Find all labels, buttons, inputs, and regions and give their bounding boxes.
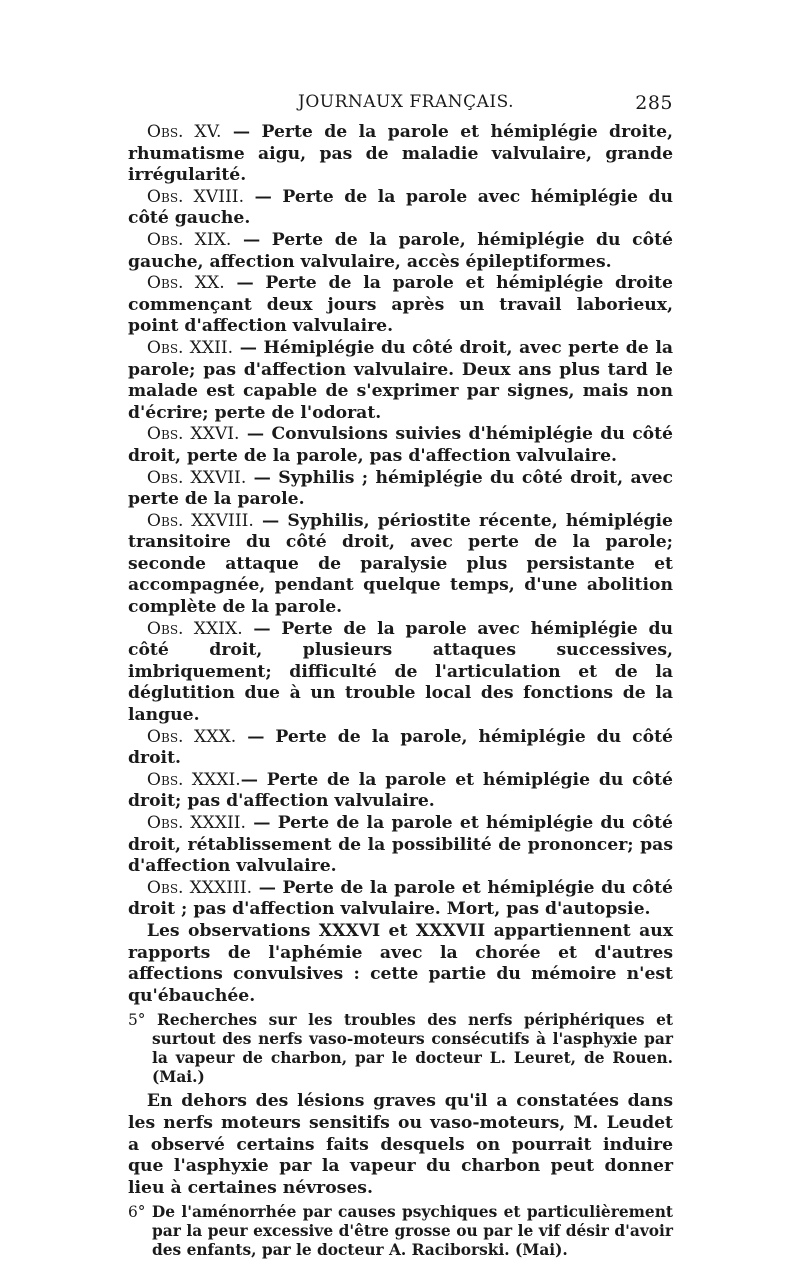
observation-text: — Syphilis, périostite récente, hémiplégie transitoire du côté droit, avec perte de la parole; seconde attaque de paralysie plus persistante et accompagnée, pendant quelque temps, d'une abolition complète de la parole. bbox=[128, 510, 673, 618]
observation-paragraph bbox=[128, 619, 673, 727]
observation-label: Obs. XV. bbox=[146, 122, 222, 142]
note-text: Recherches sur les troubles des nerfs périphériques et surtout des nerfs vaso-moteurs consécutifs à l'asphyxie par la vapeur de charbon, par le docteur L. Leuret, de Rouen. (Mai.) bbox=[145, 1011, 673, 1087]
observation-paragraph bbox=[128, 813, 673, 878]
note-number: 5° bbox=[128, 1011, 146, 1030]
document-page bbox=[128, 92, 673, 1264]
observation-label: Obs. XXXI. bbox=[146, 769, 241, 790]
observation-label: Obs. XVIII. bbox=[146, 186, 245, 207]
observation-text: — Perte de la parole et hémiplégie droite, rhumatisme aigu, pas de maladie valvulaire, grande irrégularité. bbox=[128, 122, 673, 186]
observation-label: Obs. XXXIII. bbox=[146, 877, 253, 898]
observation-text: — Perte de la parole, hémiplégie du côté droit. bbox=[128, 726, 673, 769]
paragraph-leudet: En dehors des lésions graves qu'il a constatées dans les nerfs moteurs sensitifs ou vaso-moteurs, M. Leudet a observé certains faits desquels on pourrait induire que l'asphyxie par la vapeur du charbon peut donner lieu à certaines névroses. bbox=[128, 1091, 673, 1198]
observation-label: Obs. XXII. bbox=[146, 337, 234, 358]
observation-text: — Perte de la parole et hémiplégie du côté droit ; pas d'affection valvulaire. Mort, pas d'autopsie. bbox=[128, 877, 673, 920]
observation-text: — Perte de la parole et hémiplégie du côté droit, rétablissement de la possibilité de prononcer; pas d'affection valvulaire. bbox=[128, 813, 673, 877]
observation-paragraph bbox=[128, 122, 673, 187]
observation-paragraph bbox=[128, 878, 673, 921]
observation-label: Obs. XIX. bbox=[146, 229, 232, 250]
page-header bbox=[128, 92, 673, 122]
observation-paragraph bbox=[128, 187, 673, 230]
body-text bbox=[128, 122, 673, 1260]
observation-text: — Perte de la parole avec hémiplégie du côté droit, plusieurs attaques successives, imbriquement; difficulté de l'articulation et de la déglutition due à un trouble local des fonctions de la langue. bbox=[128, 618, 673, 726]
observation-text: — Convulsions suivies d'hémiplégie du côté droit, perte de la parole, pas d'affection valvulaire. bbox=[128, 424, 673, 466]
observation-label: Obs. XXVIII. bbox=[146, 510, 254, 531]
observation-text: — Perte de la parole et hémiplégie du côté droit; pas d'affection valvulaire. bbox=[128, 769, 673, 812]
observation-text: — Perte de la parole, hémiplégie du côté gauche, affection valvulaire, accès épileptiformes. bbox=[128, 229, 673, 272]
observation-label: Obs. XX. bbox=[146, 273, 225, 294]
observation-label: Obs. XXX. bbox=[146, 726, 237, 747]
observation-text: — Syphilis ; hémiplégie du côté droit, avec perte de la parole. bbox=[128, 467, 673, 510]
observation-paragraph bbox=[128, 511, 673, 619]
observation-label: Obs. XXVI. bbox=[146, 424, 240, 445]
observation-label: Obs. XXXII. bbox=[146, 813, 246, 833]
note-text: De l'aménorrhée par causes psychiques et particulièrement par la peur excessive d'être grosse ou par le vif désir d'avoir des enfants, par le docteur A. Raciborski. (Mai). bbox=[145, 1203, 673, 1260]
observation-text: — Perte de la parole avec hémiplégie du côté gauche. bbox=[128, 186, 673, 229]
observation-text: — Hémiplégie du côté droit, avec perte de la parole; pas d'affection valvulaire. Deux ans plus tard le malade est capable de s'exprimer par signes, mais non d'écrire; perte de l'odorat. bbox=[128, 337, 673, 423]
observation-paragraph bbox=[128, 424, 673, 467]
observation-paragraph bbox=[128, 230, 673, 273]
observation-label: Obs. XXVII. bbox=[146, 467, 247, 488]
page-number: 285 bbox=[635, 92, 673, 114]
note-number: 6° bbox=[128, 1203, 146, 1222]
observation-paragraph bbox=[128, 727, 673, 770]
note-5 bbox=[128, 1011, 673, 1087]
observation-text: — Perte de la parole et hémiplégie droite commençant deux jours après un travail laborieux, point d'affection valvulaire. bbox=[128, 273, 673, 337]
observation-label: Obs. XXIX. bbox=[146, 618, 243, 639]
paragraph-chorea: Les observations XXXVI et XXXVII appartiennent aux rapports de l'aphémie avec la chorée et d'autres affections convulsives : cette partie du mémoire n'est qu'ébauchée. bbox=[128, 920, 673, 1006]
note-6 bbox=[128, 1203, 673, 1260]
observation-paragraph bbox=[128, 273, 673, 338]
observation-paragraph bbox=[128, 338, 673, 424]
running-title: JOURNAUX FRANÇAIS. bbox=[298, 92, 515, 112]
observation-paragraph bbox=[128, 770, 673, 813]
observation-paragraph bbox=[128, 468, 673, 511]
